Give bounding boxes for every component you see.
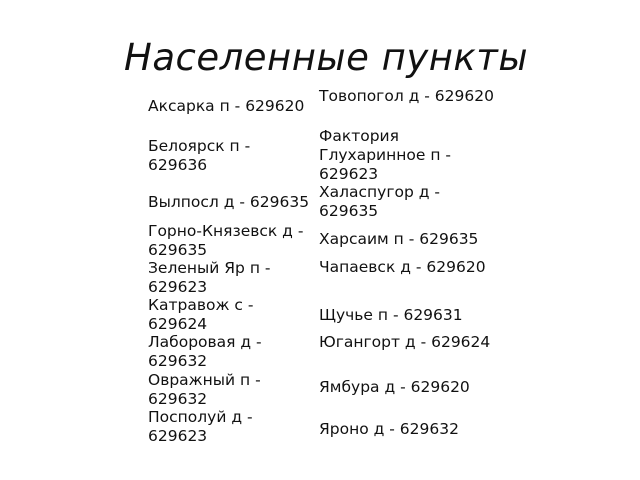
list-item: Халаспугор д - 629635 (319, 183, 440, 220)
list-item: Аксарка п - 629620 (148, 97, 305, 115)
list-item: Овражный п - 629632 (148, 371, 261, 408)
list-item: Катравож с - 629624 (148, 296, 254, 333)
list-item: Чапаевск д - 629620 (319, 258, 486, 276)
list-item: Ямбура д - 629620 (319, 378, 470, 396)
list-item: Горно-Князевск д - 629635 (148, 222, 304, 259)
list-item: Вылпосл д - 629635 (148, 193, 310, 211)
list-item: Посполуй д - 629623 (148, 408, 253, 445)
list-item: Яроно д - 629632 (319, 420, 459, 438)
list-item: Белоярск п - 629636 (148, 137, 251, 174)
list-item: Щучье п - 629631 (319, 306, 463, 324)
list-item: Харсаим п - 629635 (319, 230, 479, 248)
list-item: Товопогол д - 629620 (319, 87, 494, 105)
list-item: Зеленый Яр п - 629623 (148, 259, 271, 296)
list-item: Фактория Глухаринное п - 629623 (319, 127, 451, 183)
list-item: Лаборовая д - 629632 (148, 333, 262, 370)
page-title: Населенные пункты (124, 36, 529, 79)
list-item: Югангорт д - 629624 (319, 333, 491, 351)
